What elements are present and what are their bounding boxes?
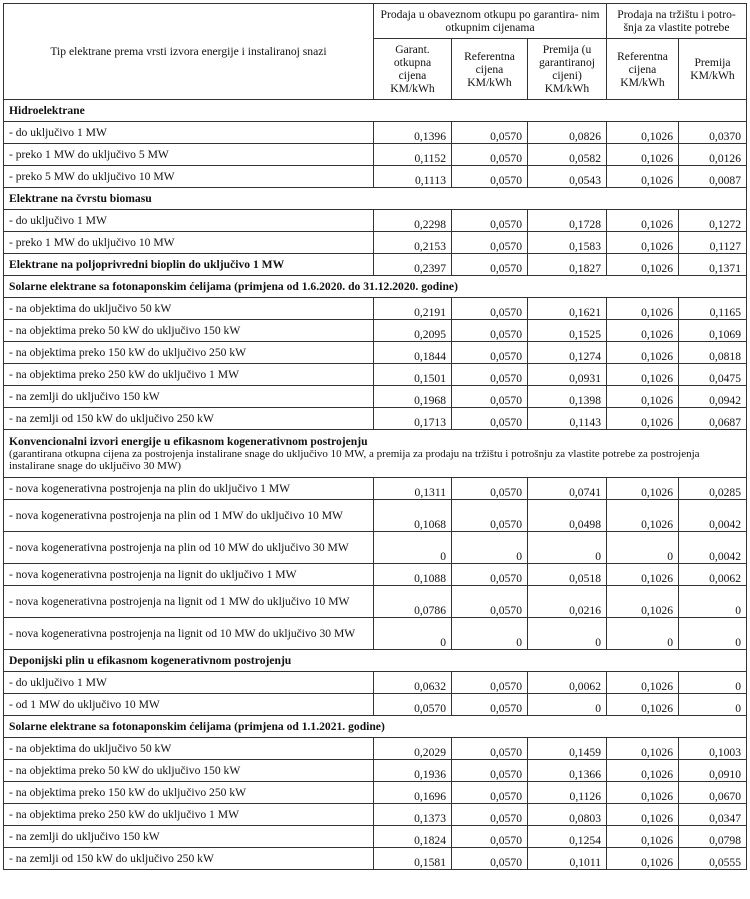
- table-row: [4, 760, 747, 782]
- market-reference-price-cell: 0,1026: [607, 386, 679, 408]
- market-premium-cell: 0,1127: [679, 232, 747, 254]
- section-cell: [4, 276, 747, 298]
- section-row: [4, 430, 747, 478]
- table-row: [4, 586, 747, 618]
- header-guaranteed-price: Garant. otkupna cijena KM/kWh: [374, 39, 452, 100]
- premium-guaranteed-cell: 0,0826: [528, 122, 607, 144]
- reference-price-cell: 0,0570: [452, 342, 528, 364]
- market-premium-cell: 0: [679, 694, 747, 716]
- market-premium-cell: 0,0555: [679, 848, 747, 870]
- row-label: - na objektima preko 50 kW do uključivo 150 kW: [4, 320, 374, 342]
- table-row: [4, 782, 747, 804]
- row-label: - na objektima do uključivo 50 kW: [4, 738, 374, 760]
- market-premium-cell: 0,1069: [679, 320, 747, 342]
- guaranteed-price-cell: 0,1824: [374, 826, 452, 848]
- guaranteed-price-cell: 0,1113: [374, 166, 452, 188]
- market-premium-cell: 0,0475: [679, 364, 747, 386]
- row-label: - preko 1 MW do uključivo 5 MW: [4, 144, 374, 166]
- market-premium-cell: 0,0062: [679, 564, 747, 586]
- reference-price-cell: 0,0570: [452, 386, 528, 408]
- reference-price-cell: 0,0570: [452, 254, 528, 276]
- premium-guaranteed-cell: 0,1621: [528, 298, 607, 320]
- section-title: Solarne elektrane sa fotonaponskim ćelijama (primjena od 1.1.2021. godine): [9, 720, 385, 733]
- table-row: [4, 408, 747, 430]
- row-label: - na objektima preko 250 kW do uključivo 1 MW: [4, 804, 374, 826]
- market-reference-price-cell: 0,1026: [607, 166, 679, 188]
- market-reference-price-cell: 0,1026: [607, 364, 679, 386]
- guaranteed-price-cell: 0,1581: [374, 848, 452, 870]
- row-label: - preko 5 MW do uključivo 10 MW: [4, 166, 374, 188]
- guaranteed-price-cell: 0,1713: [374, 408, 452, 430]
- row-label: - do uključivo 1 MW: [4, 672, 374, 694]
- market-reference-price-cell: 0,1026: [607, 500, 679, 532]
- table-row: [4, 210, 747, 232]
- market-premium-cell: 0,1003: [679, 738, 747, 760]
- market-premium-cell: 0,1371: [679, 254, 747, 276]
- market-premium-cell: 0,1165: [679, 298, 747, 320]
- premium-guaranteed-cell: 0,1274: [528, 342, 607, 364]
- reference-price-cell: 0,0570: [452, 364, 528, 386]
- premium-guaranteed-cell: 0,1459: [528, 738, 607, 760]
- row-label: - nova kogenerativna postrojenja na lignit do uključivo 1 MW: [4, 564, 374, 586]
- row-label: - nova kogenerativna postrojenja na lignit od 1 MW do uključivo 10 MW: [4, 586, 374, 618]
- table-row: [4, 848, 747, 870]
- row-label: - na objektima do uključivo 50 kW: [4, 298, 374, 320]
- market-premium-cell: 0,0347: [679, 804, 747, 826]
- reference-price-cell: 0,0570: [452, 232, 528, 254]
- premium-guaranteed-cell: 0,1126: [528, 782, 607, 804]
- reference-price-cell: 0,0570: [452, 826, 528, 848]
- premium-guaranteed-cell: 0,0543: [528, 166, 607, 188]
- table-row: [4, 804, 747, 826]
- row-label: - na zemlji od 150 kW do uključivo 250 kW: [4, 408, 374, 430]
- row-label: - na zemlji do uključivo 150 kW: [4, 386, 374, 408]
- guaranteed-price-cell: 0: [374, 618, 452, 650]
- premium-guaranteed-cell: 0,0931: [528, 364, 607, 386]
- premium-guaranteed-cell: 0,1254: [528, 826, 607, 848]
- table-row: [4, 500, 747, 532]
- section-row: [4, 276, 747, 298]
- table-row: [4, 166, 747, 188]
- market-reference-price-cell: 0,1026: [607, 586, 679, 618]
- market-premium-cell: 0,0042: [679, 500, 747, 532]
- reference-price-cell: 0,0570: [452, 166, 528, 188]
- table-row: [4, 364, 747, 386]
- premium-guaranteed-cell: 0,0803: [528, 804, 607, 826]
- premium-guaranteed-cell: 0: [528, 618, 607, 650]
- table-row: [4, 532, 747, 564]
- section-cell: [4, 100, 747, 122]
- header-premium-guaranteed: Premija (u garantiranoj cijeni) KM/kWh: [528, 39, 607, 100]
- market-reference-price-cell: 0,1026: [607, 232, 679, 254]
- table-row: [4, 618, 747, 650]
- table-row: [4, 122, 747, 144]
- premium-guaranteed-cell: 0,0582: [528, 144, 607, 166]
- reference-price-cell: 0,0570: [452, 848, 528, 870]
- market-reference-price-cell: 0,1026: [607, 144, 679, 166]
- section-row: [4, 716, 747, 738]
- row-label: - preko 1 MW do uključivo 10 MW: [4, 232, 374, 254]
- market-reference-price-cell: 0,1026: [607, 320, 679, 342]
- reference-price-cell: 0,0570: [452, 122, 528, 144]
- table-row: [4, 672, 747, 694]
- guaranteed-price-cell: 0,1373: [374, 804, 452, 826]
- table-row: [4, 826, 747, 848]
- section-row: [4, 188, 747, 210]
- market-reference-price-cell: 0,1026: [607, 760, 679, 782]
- market-reference-price-cell: 0,1026: [607, 122, 679, 144]
- market-premium-cell: 0,0910: [679, 760, 747, 782]
- reference-price-cell: 0,0570: [452, 298, 528, 320]
- reference-price-cell: 0,0570: [452, 210, 528, 232]
- market-premium-cell: 0,0942: [679, 386, 747, 408]
- market-premium-cell: 0: [679, 618, 747, 650]
- header-type-column: Tip elektrane prema vrsti izvora energije i instaliranoj snazi: [4, 4, 374, 100]
- row-label: - nova kogenerativna postrojenja na plin od 10 MW do uključivo 30 MW: [4, 532, 374, 564]
- guaranteed-price-cell: 0,1396: [374, 122, 452, 144]
- premium-guaranteed-cell: 0,0741: [528, 478, 607, 500]
- table-row: [4, 738, 747, 760]
- premium-guaranteed-cell: 0,0062: [528, 672, 607, 694]
- reference-price-cell: 0,0570: [452, 564, 528, 586]
- premium-guaranteed-cell: 0,0216: [528, 586, 607, 618]
- premium-guaranteed-cell: 0: [528, 694, 607, 716]
- market-reference-price-cell: 0,1026: [607, 782, 679, 804]
- row-label: - na objektima preko 250 kW do uključivo 1 MW: [4, 364, 374, 386]
- premium-guaranteed-cell: 0,0498: [528, 500, 607, 532]
- section-row: [4, 650, 747, 672]
- premium-guaranteed-cell: 0,1143: [528, 408, 607, 430]
- market-reference-price-cell: 0,1026: [607, 804, 679, 826]
- market-reference-price-cell: 0,1026: [607, 342, 679, 364]
- guaranteed-price-cell: 0,0786: [374, 586, 452, 618]
- table-row: [4, 342, 747, 364]
- premium-guaranteed-cell: 0,1525: [528, 320, 607, 342]
- market-premium-cell: 0,0042: [679, 532, 747, 564]
- row-label: - do uključivo 1 MW: [4, 122, 374, 144]
- guaranteed-price-cell: 0,1844: [374, 342, 452, 364]
- row-label: - na objektima preko 150 kW do uključivo 250 kW: [4, 782, 374, 804]
- table-row: [4, 232, 747, 254]
- premium-guaranteed-cell: 0,1398: [528, 386, 607, 408]
- market-reference-price-cell: 0,1026: [607, 298, 679, 320]
- reference-price-cell: 0,0570: [452, 144, 528, 166]
- table-header: [4, 4, 747, 100]
- section-cell: [4, 188, 747, 210]
- row-label: - nova kogenerativna postrojenja na plin do uključivo 1 MW: [4, 478, 374, 500]
- guaranteed-price-cell: 0,2029: [374, 738, 452, 760]
- market-reference-price-cell: 0,1026: [607, 672, 679, 694]
- premium-guaranteed-cell: 0,1011: [528, 848, 607, 870]
- header-market-premium: Premija KM/kWh: [679, 39, 747, 100]
- guaranteed-price-cell: 0,1311: [374, 478, 452, 500]
- guaranteed-price-cell: 0,2397: [374, 254, 452, 276]
- section-title: Deponijski plin u efikasnom kogenerativnom postrojenju: [9, 654, 292, 667]
- reference-price-cell: 0,0570: [452, 586, 528, 618]
- reference-price-cell: 0,0570: [452, 320, 528, 342]
- row-label: - na zemlji od 150 kW do uključivo 250 kW: [4, 848, 374, 870]
- row-label: - na objektima preko 50 kW do uključivo 150 kW: [4, 760, 374, 782]
- section-cell: [4, 716, 747, 738]
- market-premium-cell: 0,0670: [679, 782, 747, 804]
- guaranteed-price-cell: 0,1068: [374, 500, 452, 532]
- reference-price-cell: 0: [452, 618, 528, 650]
- guaranteed-price-cell: 0,0570: [374, 694, 452, 716]
- row-label: - do uključivo 1 MW: [4, 210, 374, 232]
- reference-price-cell: 0,0570: [452, 408, 528, 430]
- market-premium-cell: 0,0285: [679, 478, 747, 500]
- table-row: [4, 144, 747, 166]
- market-premium-cell: 0,0126: [679, 144, 747, 166]
- market-reference-price-cell: 0,1026: [607, 738, 679, 760]
- guaranteed-price-cell: 0,1152: [374, 144, 452, 166]
- market-reference-price-cell: 0,1026: [607, 408, 679, 430]
- tariff-table: [3, 3, 747, 870]
- row-label: - nova kogenerativna postrojenja na plin od 1 MW do uključivo 10 MW: [4, 500, 374, 532]
- guaranteed-price-cell: 0,0632: [374, 672, 452, 694]
- guaranteed-price-cell: 0,2298: [374, 210, 452, 232]
- reference-price-cell: 0,0570: [452, 804, 528, 826]
- row-label: - na objektima preko 150 kW do uključivo 250 kW: [4, 342, 374, 364]
- reference-price-cell: 0,0570: [452, 672, 528, 694]
- header-group-market: Prodaja na tržištu i potro- šnja za vlastite potrebe: [607, 4, 747, 39]
- guaranteed-price-cell: 0,1501: [374, 364, 452, 386]
- market-premium-cell: 0,0087: [679, 166, 747, 188]
- premium-guaranteed-cell: 0,1583: [528, 232, 607, 254]
- market-reference-price-cell: 0,1026: [607, 694, 679, 716]
- guaranteed-price-cell: 0,1968: [374, 386, 452, 408]
- table-row: [4, 694, 747, 716]
- table-row: [4, 320, 747, 342]
- header-reference-price: Referentna cijena KM/kWh: [452, 39, 528, 100]
- reference-price-cell: 0,0570: [452, 782, 528, 804]
- market-premium-cell: 0,0370: [679, 122, 747, 144]
- row-label: - od 1 MW do uključivo 10 MW: [4, 694, 374, 716]
- market-reference-price-cell: 0: [607, 532, 679, 564]
- section-note: (garantirana otkupna cijena za postrojenja instalirane snage do uključivo 10 MW, a premija za prodaju na tržištu i potrošnju za vlastite potrebe za postrojenja instalirane snage do uključivo 30 MW): [9, 448, 700, 472]
- table-row: [4, 254, 747, 276]
- market-reference-price-cell: 0,1026: [607, 210, 679, 232]
- section-cell: [4, 650, 747, 672]
- row-label: - na zemlji do uključivo 150 kW: [4, 826, 374, 848]
- table-row: [4, 478, 747, 500]
- guaranteed-price-cell: 0,1936: [374, 760, 452, 782]
- section-cell: [4, 430, 747, 478]
- market-premium-cell: 0: [679, 672, 747, 694]
- guaranteed-price-cell: 0: [374, 532, 452, 564]
- header-market-reference-price: Referentna cijena KM/kWh: [607, 39, 679, 100]
- guaranteed-price-cell: 0,1088: [374, 564, 452, 586]
- market-reference-price-cell: 0,1026: [607, 254, 679, 276]
- market-premium-cell: 0,0818: [679, 342, 747, 364]
- premium-guaranteed-cell: 0: [528, 532, 607, 564]
- market-premium-cell: 0,0798: [679, 826, 747, 848]
- market-reference-price-cell: 0,1026: [607, 478, 679, 500]
- market-premium-cell: 0,1272: [679, 210, 747, 232]
- table-row: [4, 298, 747, 320]
- reference-price-cell: 0,0570: [452, 500, 528, 532]
- reference-price-cell: 0: [452, 532, 528, 564]
- table-row: [4, 386, 747, 408]
- market-reference-price-cell: 0,1026: [607, 564, 679, 586]
- row-label: Elektrane na poljoprivredni bioplin do uključivo 1 MW: [4, 254, 374, 276]
- premium-guaranteed-cell: 0,1827: [528, 254, 607, 276]
- guaranteed-price-cell: 0,2191: [374, 298, 452, 320]
- reference-price-cell: 0,0570: [452, 760, 528, 782]
- market-premium-cell: 0,0687: [679, 408, 747, 430]
- premium-guaranteed-cell: 0,1728: [528, 210, 607, 232]
- reference-price-cell: 0,0570: [452, 478, 528, 500]
- reference-price-cell: 0,0570: [452, 738, 528, 760]
- market-premium-cell: 0: [679, 586, 747, 618]
- guaranteed-price-cell: 0,1696: [374, 782, 452, 804]
- header-group-guaranteed: Prodaja u obaveznom otkupu po garantira- nim otkupnim cijenama: [374, 4, 607, 39]
- table-row: [4, 564, 747, 586]
- table-body: [4, 100, 747, 870]
- section-title: Elektrane na čvrstu biomasu: [9, 192, 152, 205]
- section-row: [4, 100, 747, 122]
- guaranteed-price-cell: 0,2095: [374, 320, 452, 342]
- section-title: Solarne elektrane sa fotonaponskim ćelijama (primjena od 1.6.2020. do 31.12.2020. godine): [9, 280, 458, 293]
- market-reference-price-cell: 0,1026: [607, 848, 679, 870]
- premium-guaranteed-cell: 0,0518: [528, 564, 607, 586]
- guaranteed-price-cell: 0,2153: [374, 232, 452, 254]
- market-reference-price-cell: 0,1026: [607, 826, 679, 848]
- market-reference-price-cell: 0: [607, 618, 679, 650]
- premium-guaranteed-cell: 0,1366: [528, 760, 607, 782]
- section-title: Hidroelektrane: [9, 104, 85, 117]
- section-title: Konvencionalni izvori energije u efikasnom kogenerativnom postrojenju: [9, 435, 368, 448]
- reference-price-cell: 0,0570: [452, 694, 528, 716]
- row-label: - nova kogenerativna postrojenja na lignit od 10 MW do uključivo 30 MW: [4, 618, 374, 650]
